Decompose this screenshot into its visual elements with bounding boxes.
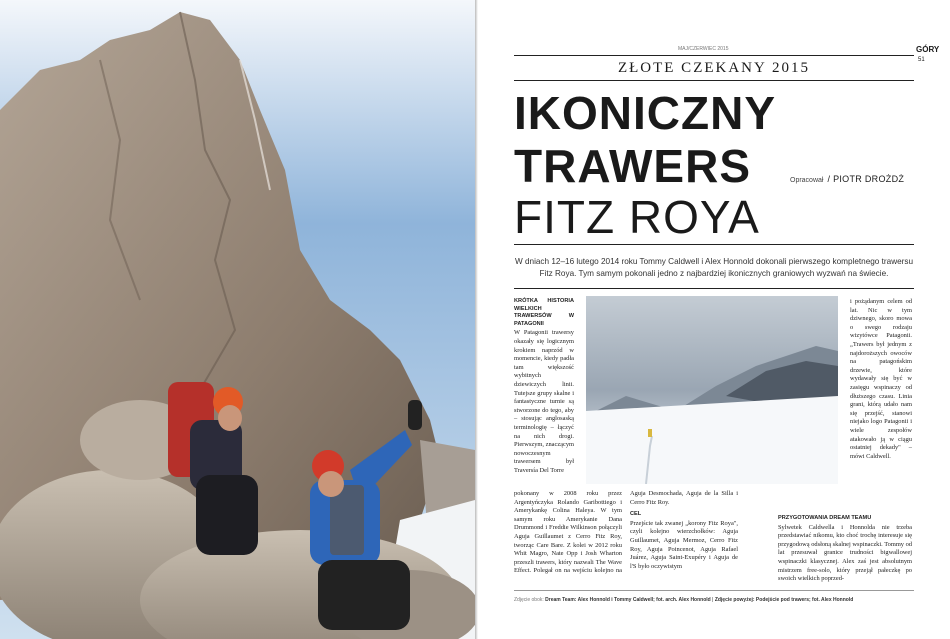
column-preparation [778, 515, 912, 584]
column-history [514, 298, 574, 475]
caption-part-2: Zdjęcie powyżej: Podejście pod trawers; fot. Alex Honnold [714, 597, 854, 603]
page-number: 51 [918, 57, 925, 63]
goal-text-cont: i pożądanym celem od lat. Nic w tym dziwnego, skoro mowa o swego rodzaju wizytówce Patagonii. „Trawers był jednym z najdoroższych owoców na patagońskim drzewie, które wydawały się być w zasięgu wspinaczy od dłuższego czasu. Linia grani, którą udało nam się przejść, stanowi niejako logo Patagonii i wiele zespołów atakowało ją w ciągu ostatniej dekady" – mówi Caldwell. [850, 298, 912, 460]
column-goal-cont [850, 298, 912, 461]
series-title: ZŁOTE CZEKANY 2015 [617, 60, 811, 76]
article-page [478, 0, 950, 639]
headline-line-1: IKONICZNY [514, 87, 776, 139]
column-history-cont [514, 490, 738, 576]
section-name: GÓRY [916, 45, 940, 54]
goal-heading: CEL [630, 511, 642, 518]
history-heading: KRÓTKA HISTORIA WIELKICH TRAWERSÓW W PATAGONII [514, 298, 574, 327]
history-text: W Patagonii trawersy okazały się logicznym krokiem naprzód w momencie, kiedy padła tam większość wybitnych dziewiczych linii. Tutejsze grupy skalne i fantastyczne turnie są stworzone do tego, aby – stosując anglosaską terminologię – łączyć na nich drogi. Pierwszym, znaczącym nowoczesnym trawersem był Traversía Del Torre [514, 329, 574, 474]
body-rule [514, 288, 914, 289]
headline-line-3: FITZ ROYA [514, 191, 760, 243]
history-text-cont: pokonany w 2008 roku przez Argentyńczyka Rolando Garibottiego i Amerykankę Colina Haleya. W tym samym roku Amerykanie Dana Drummond i Freddie Wilkinson połączyli Aguja Guillaumet z Cerro Fitz Roy, tworząc Care Bare. Z kolei w 2012 roku Whit Magro, Nate Opp i Josh Wharton przeszli trawers, który nazwali The Wave Effect. Polegał on na wejściu kolejno na Aguja Desmochada, Aguja de la Silla i Cerro Fitz Roy. [514, 490, 738, 575]
preparation-text: Sylwetek Caldwella i Honnolda nie trzeba przedstawiać nikomu, kto choć trochę interesuje się przygodową odsłoną skalnej wspinaczki. Tommy od lat przesuwał granice trudności bigwallowej wspinaczki klasycznej. Alex zaś jest absolutnym mistrzem free-solo, który przejął pałeczkę po swoich wielkich poprzed- [778, 523, 912, 583]
top-rule [514, 55, 914, 56]
approach-photo [586, 296, 838, 484]
author-label: Opracował [790, 177, 824, 184]
caption-separator: | [712, 597, 714, 603]
headline-line-2: TRAWERS [514, 140, 751, 192]
photo-caption [514, 597, 924, 603]
author-credit [790, 174, 904, 184]
issue-date: MAJ/CZERWIEC 2015 [678, 46, 729, 52]
lead-paragraph: W dniach 12–16 lutego 2014 roku Tommy Caldwell i Alex Honnold dokonali pierwszego kompletnego trawersu Fitz Roya. Tym samym pokonali jedno z najbardziej ikonicznych graniowych wyzwań na świecie. [514, 257, 914, 278]
caption-rule [514, 590, 914, 591]
lead-rule [514, 244, 914, 245]
author-name: / PIOTR DROŻDŻ [827, 174, 905, 184]
caption-part-1: Dream Team: Alex Honnold i Tommy Caldwell; fot. arch. Alex Honnold [545, 597, 711, 603]
title-rule [514, 80, 914, 81]
goal-text: Przejście tak zwanej „korony Fitz Roya", czyli kolejno wierzchołków: Aguja Guillaumet, Aguja Mermoz, Cerro Fitz Roy, Aguja Poincenot, Aguja Rafael Juárez, Aguja Saint-Exupéry i Aguja de l'S było oczywistym [630, 519, 738, 570]
caption-label: Zdjęcie obok: [514, 597, 544, 603]
preparation-heading: PRZYGOTOWANIA DREAM TEAMU [778, 515, 872, 521]
